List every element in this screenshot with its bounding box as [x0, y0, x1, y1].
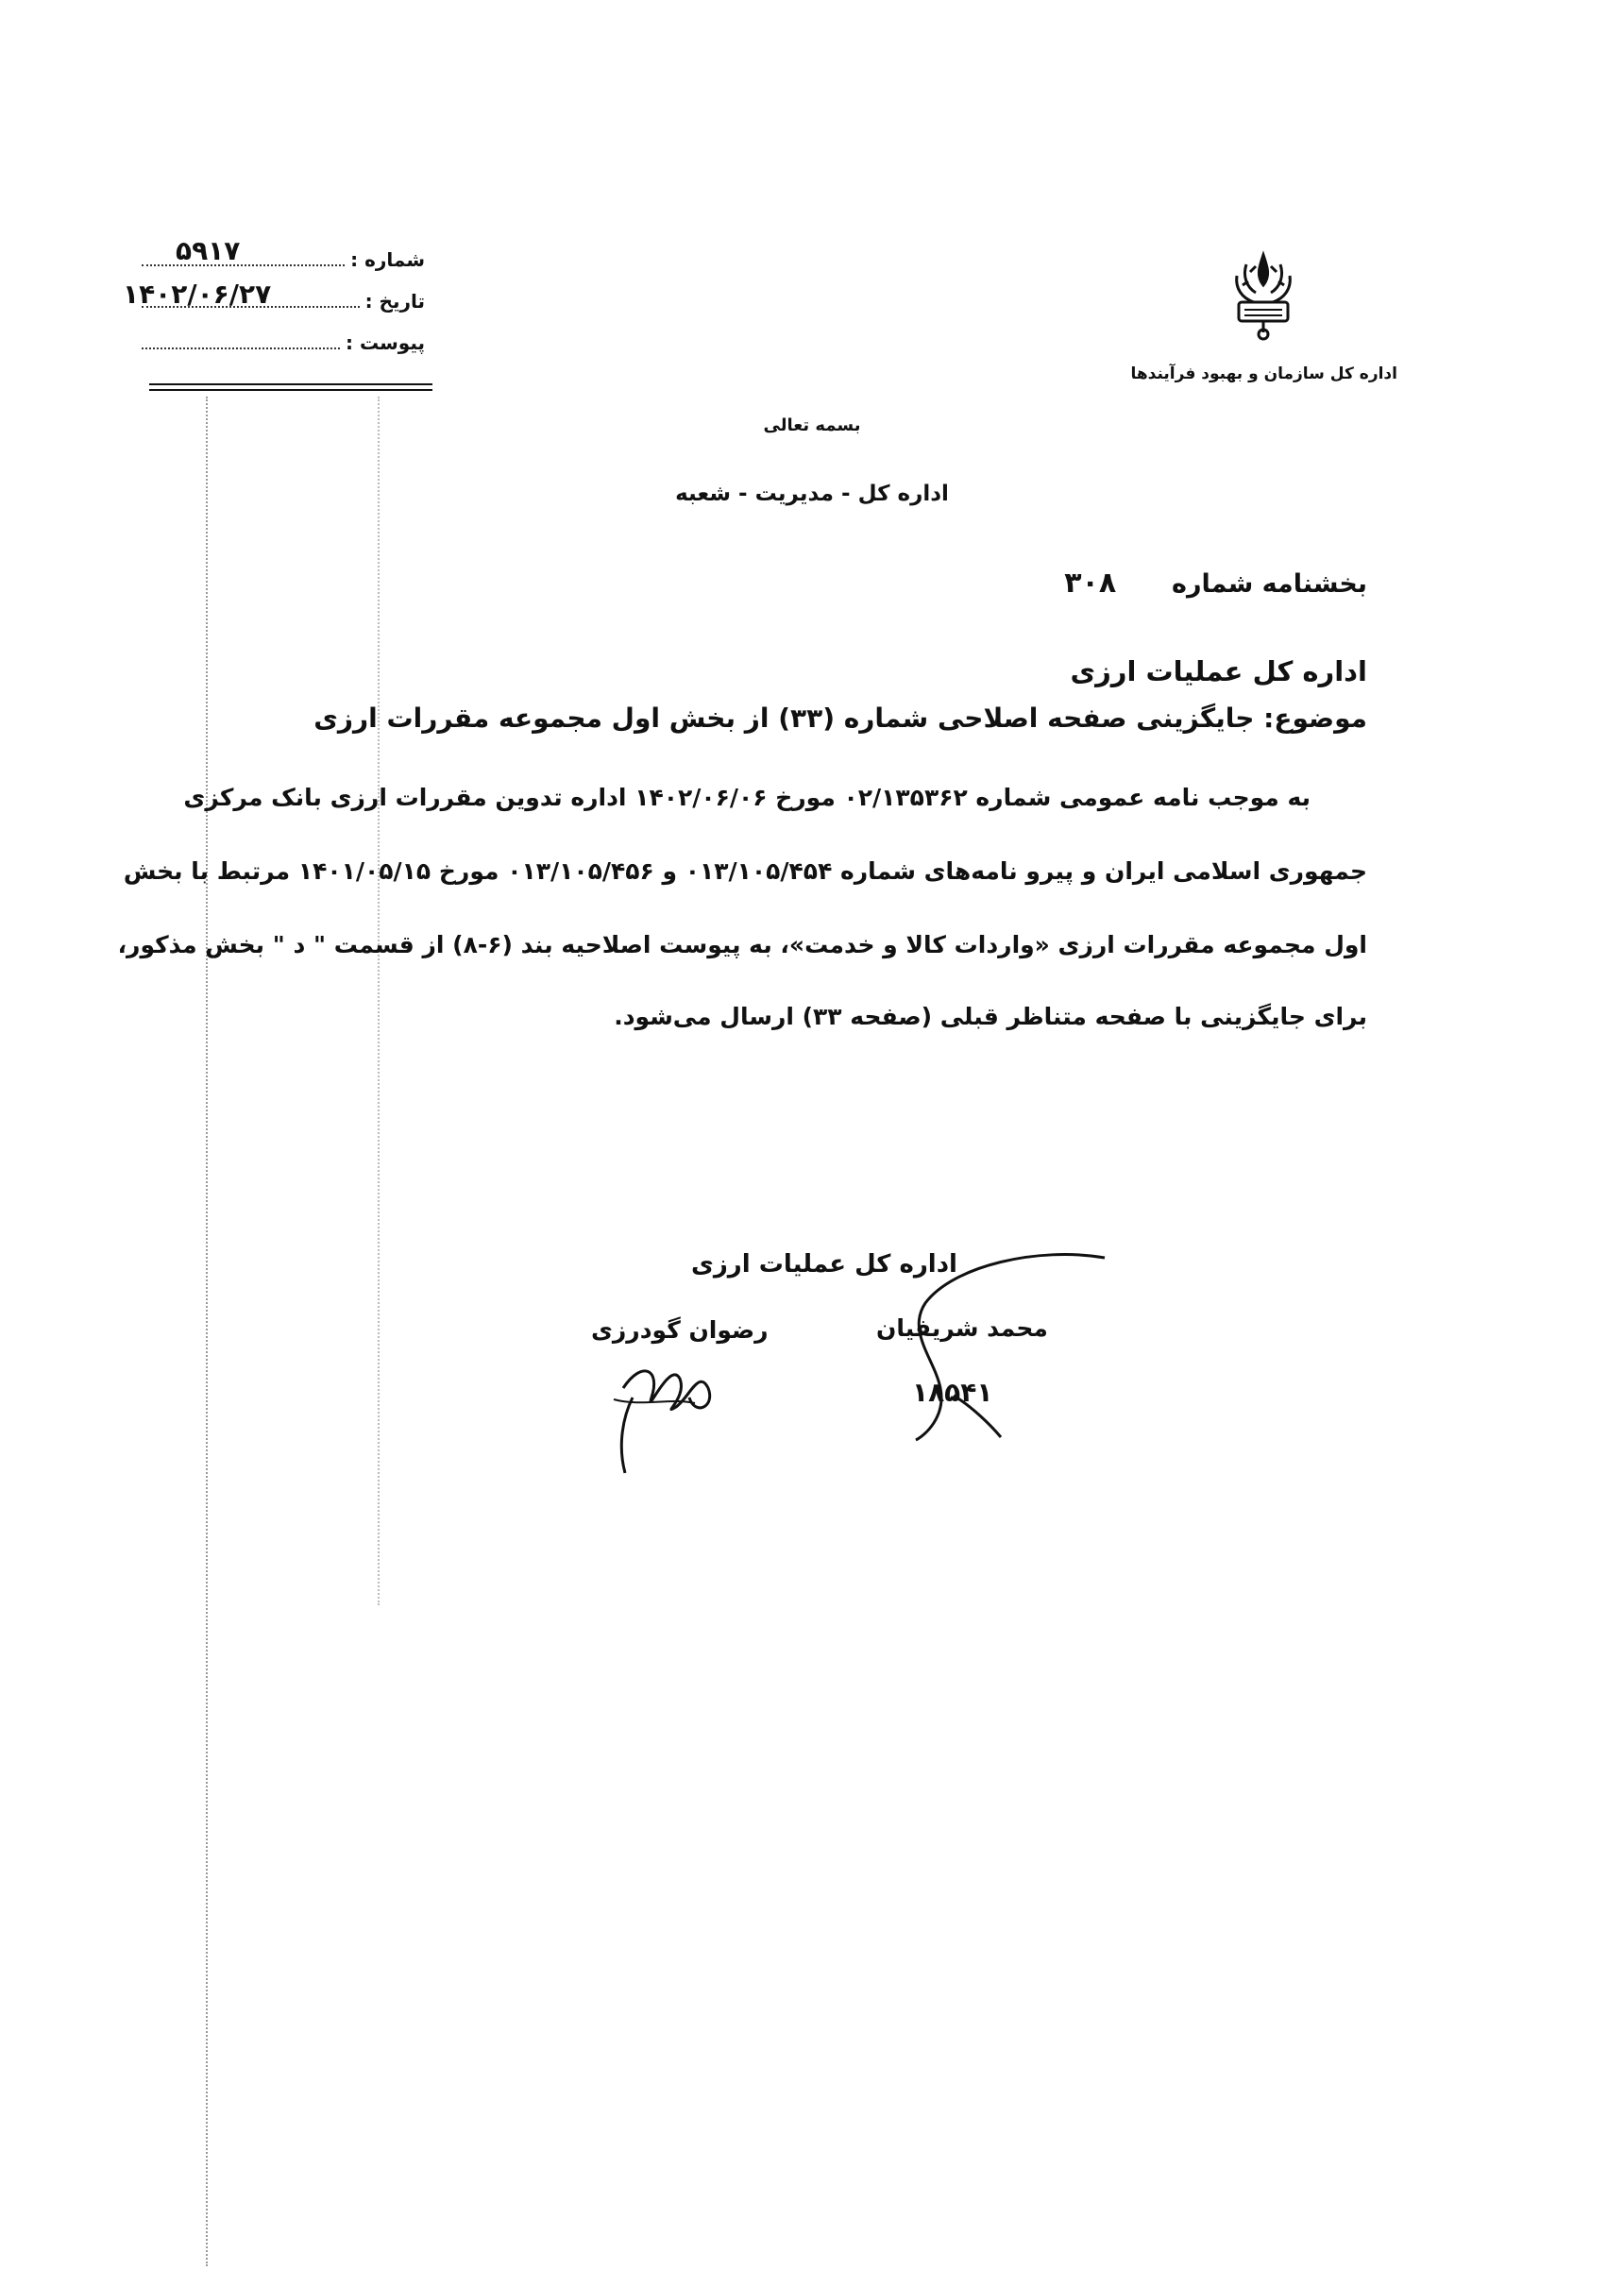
- body-line-2: جمهوری اسلامی ایران و پیرو نامه‌های شماره ۰۱۳/۱۰۵/۴۵۴ و ۰۱۳/۱۰۵/۴۵۶ مورخ ۱۴۰۱/۰۵/۱۵ مرتبط با بخش: [123, 857, 1367, 885]
- circular-number: ۳۰۸: [1064, 567, 1117, 600]
- circular-heading: [1064, 567, 1367, 600]
- letter-number-row: [142, 235, 425, 271]
- margin-line-inner: [378, 397, 380, 1605]
- body-line-3: اول مجموعه مقررات ارزی «واردات کالا و خدمت»، به پیوست اصلاحیه بند (۶-۸) از قسمت " د " بخش مذکور،: [117, 931, 1367, 958]
- signer-right-name: محمد شریفیان: [876, 1314, 1048, 1342]
- letter-date-value: ۱۴۰۲/۰۶/۲۷: [123, 279, 272, 310]
- subject-line: موضوع: جایگزینی صفحه اصلاحی شماره (۳۳) از بخش اول مجموعه مقررات ارزی: [313, 703, 1367, 734]
- letter-number-label: شماره :: [350, 248, 425, 271]
- margin-line-left: [206, 397, 208, 2266]
- signer-right-code: ۱۸۵۴۱: [912, 1377, 993, 1408]
- header-rule-top: [149, 383, 432, 385]
- signature-right-scribble-icon: [850, 1237, 1114, 1454]
- bank-emblem-icon: [1218, 247, 1309, 342]
- signer-left-name: رضوان گودرزی: [591, 1316, 769, 1344]
- body-line-4: برای جایگزینی با صفحه متناظر قبلی (صفحه ۳۳) ارسال می‌شود.: [614, 1003, 1367, 1030]
- circular-label: بخشنامه شماره: [1172, 569, 1367, 599]
- signature-department: اداره کل عملیات ارزی: [691, 1250, 957, 1279]
- letter-date-row: [123, 279, 425, 313]
- invocation: بسمه تعالی: [763, 415, 861, 435]
- letter-attachment-label: پیوست :: [345, 331, 425, 354]
- header-rule-bottom: [149, 389, 432, 391]
- signature-left-scribble-icon: [604, 1341, 727, 1482]
- letter-date-label: تاریخ :: [364, 290, 425, 313]
- org-name: اداره کل سازمان و بهبود فرآیندها: [1130, 364, 1397, 383]
- recipients: اداره کل - مدیریت - شعبه: [675, 482, 949, 506]
- letter-number-value: ۵۹۱۷: [176, 235, 241, 266]
- letter-attachment-row: [142, 330, 425, 354]
- body-line-1: به موجب نامه عمومی شماره ۰۲/۱۳۵۳۶۲ مورخ ۱۴۰۲/۰۶/۰۶ اداره تدوین مقررات ارزی بانک مرکزی: [183, 784, 1311, 811]
- issuing-department: اداره کل عملیات ارزی: [1070, 655, 1367, 687]
